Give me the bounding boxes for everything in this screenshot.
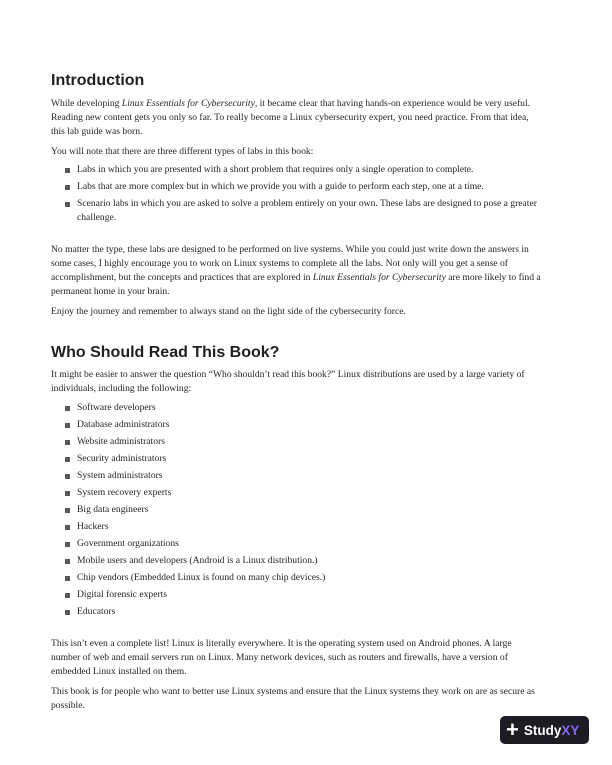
square-bullet-icon (65, 610, 70, 615)
square-bullet-icon (65, 406, 70, 411)
square-bullet-icon (65, 491, 70, 496)
square-bullet-icon (65, 440, 70, 445)
list-item: System recovery experts (65, 486, 541, 500)
list-item: Government organizations (65, 537, 541, 551)
intro-paragraph-1: While developing Linux Essentials for Cybersecurity, it became clear that having hands-on experience would be very useful. Reading new content gets you only so far. To really become a Linux cybersecurity expert, you need practice. From that idea, this lab guide was born. (51, 98, 531, 137)
who-paragraph-1: It might be easier to answer the question “Who shouldn’t read this book?” Linux distributions are used by a large variety of individuals, including the following: (51, 369, 525, 394)
plus-icon: + (506, 717, 519, 742)
list-item: System administrators (65, 469, 541, 483)
who-paragraph-2: This isn’t even a complete list! Linux is literally everywhere. It is the operating system used on Android phones. A large number of web and email servers run on Linux. Many network devices, such as routers and firewalls, have a version of embedded Linux installed on them. (51, 638, 512, 677)
square-bullet-icon (65, 559, 70, 564)
who-should-read-heading: Who Should Read This Book? (51, 344, 280, 361)
square-bullet-icon (65, 202, 70, 207)
square-bullet-icon (65, 168, 70, 173)
list-item: Labs in which you are presented with a short problem that requires only a single operation to complete. (65, 163, 541, 177)
lab-types-list (65, 163, 541, 225)
intro-paragraph-2: You will note that there are three different types of labs in this book: (51, 146, 314, 157)
square-bullet-icon (65, 457, 70, 462)
square-bullet-icon (65, 185, 70, 190)
logo-text-study: Study (523, 722, 562, 738)
list-item: Mobile users and developers (Android is a Linux distribution.) (65, 554, 541, 568)
square-bullet-icon (65, 508, 70, 513)
list-item: Chip vendors (Embedded Linux is found on many chip devices.) (65, 571, 541, 585)
square-bullet-icon (65, 542, 70, 547)
square-bullet-icon (65, 474, 70, 479)
logo-text-xy: XY (561, 722, 580, 738)
list-item: Digital forensic experts (65, 588, 541, 602)
list-item: Database administrators (65, 418, 541, 432)
list-item: Labs that are more complex but in which we provide you with a guide to perform each step, one at a time. (65, 180, 541, 194)
square-bullet-icon (65, 423, 70, 428)
intro-paragraph-4: Enjoy the journey and remember to always stand on the light side of the cybersecurity force. (51, 306, 406, 317)
list-item: Hackers (65, 520, 541, 534)
list-item: Scenario labs in which you are asked to solve a problem entirely on your own. These labs are designed to pose a greater challenge. (65, 197, 541, 225)
audience-list (65, 401, 541, 619)
list-item: Educators (65, 605, 541, 619)
introduction-heading: Introduction (51, 72, 145, 89)
square-bullet-icon (65, 525, 70, 530)
list-item: Big data engineers (65, 503, 541, 517)
who-paragraph-3: This book is for people who want to better use Linux systems and ensure that the Linux systems they work on are as secure as possible. (51, 686, 535, 711)
intro-paragraph-3: No matter the type, these labs are designed to be performed on live systems. While you could just write down the answers in some cases, I highly encourage you to work on Linux systems to complete all the labs. Not only will you get a sense of accomplishment, but the concepts and practices that are explored in Linux Essentials for Cybersecurity are more likely to find a permanent home in your brain. (51, 244, 541, 297)
list-item: Website administrators (65, 435, 541, 449)
list-item: Software developers (65, 401, 541, 415)
studyxy-logo-badge[interactable] (500, 716, 589, 744)
square-bullet-icon (65, 593, 70, 598)
square-bullet-icon (65, 576, 70, 581)
list-item: Security administrators (65, 452, 541, 466)
